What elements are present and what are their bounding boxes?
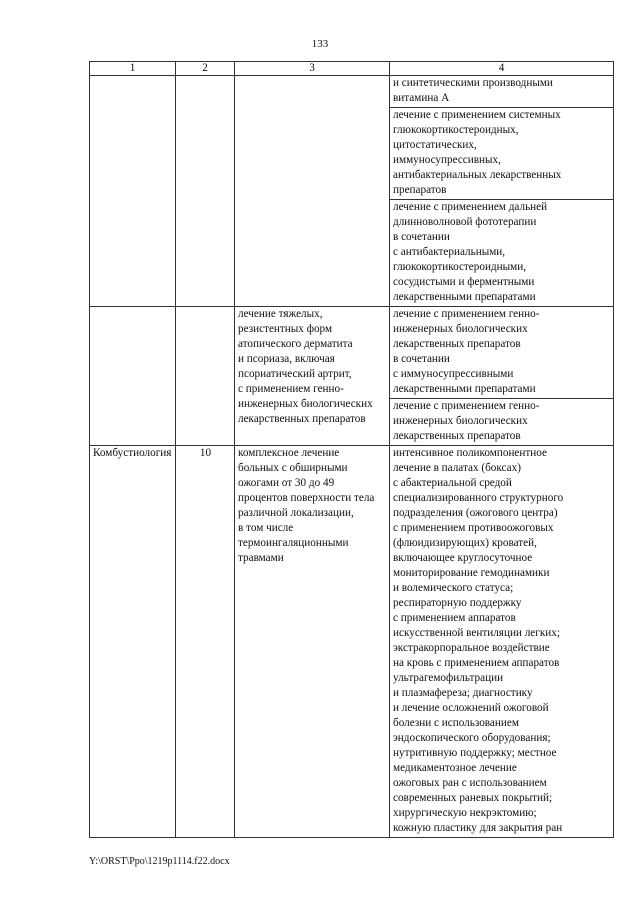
group-number-cell: 10 [176, 446, 235, 838]
table-row [90, 307, 614, 399]
cell-col2-empty [176, 307, 235, 446]
care-description-cell: лечение тяжелых, резистентных форм атопического дерматита и псориаза, включая псориатический артрит, с применением генно- инженерных биологических лекарственных препаратов [235, 307, 390, 446]
treatment-method-cell: лечение с применением системных глюкокортикостероидных, цитостатических, иммуносупрессивных, антибактериальных лекарственных препаратов [390, 108, 614, 200]
header-col-4: 4 [390, 62, 614, 76]
treatment-method-cell: интенсивное поликомпонентное лечение в палатах (боксах) с абактериальной средой специализированного структурного подразделения (ожогового центра) с применением противоожоговых (флюидизирующих) кроватей, включающее круглосуточное мониторирование гемодинамики и волемического статуса; респираторную поддержку с применением аппаратов искусственной вентиляции легких; экстракорпоральное воздействие на кровь с применением аппаратов ультрагемофильтрации и плазмафереза; диагностику и лечение осложнений ожоговой болезни с использованием эндоскопического оборудования; нутритивную поддержку; местное медикаментозное лечение ожоговых ран с использованием современных раневых покрытий; хирургическую некрэктомию; кожную пластику для закрытия ран [390, 446, 614, 838]
cell-col3-empty [235, 76, 390, 307]
cell-col1-empty [90, 76, 176, 307]
treatment-method-cell: лечение с применением генно- инженерных биологических лекарственных препаратов в сочетании с иммуносупрессивными лекарственными препаратами [390, 307, 614, 399]
care-description-cell: комплексное лечение больных с обширными ожогами от 30 до 49 процентов поверхности тела различной локализации, в том числе термоингаляционными травмами [235, 446, 390, 838]
table-header-row [90, 62, 614, 76]
header-col-2: 2 [176, 62, 235, 76]
treatment-method-cell: лечение с применением генно- инженерных биологических лекарственных препаратов [390, 399, 614, 446]
header-col-3: 3 [235, 62, 390, 76]
header-col-1: 1 [90, 62, 176, 76]
profile-name-cell: Комбустиология [90, 446, 176, 838]
treatment-method-cell: лечение с применением дальней длинноволновой фототерапии в сочетании с антибактериальными, глюкокортикостероидными, сосудистыми и ферментными лекарственными препаратами [390, 200, 614, 307]
page-number: 133 [311, 38, 329, 50]
cell-col2-empty [176, 76, 235, 307]
content-table [89, 61, 614, 838]
table-row [90, 446, 614, 838]
file-path-footer: Y:\ORST\Ppo\1219p1114.f22.docx [89, 856, 230, 867]
treatment-method-cell: и синтетическими производными витамина А [390, 76, 614, 108]
table-row [90, 76, 614, 108]
cell-col1-empty [90, 307, 176, 446]
